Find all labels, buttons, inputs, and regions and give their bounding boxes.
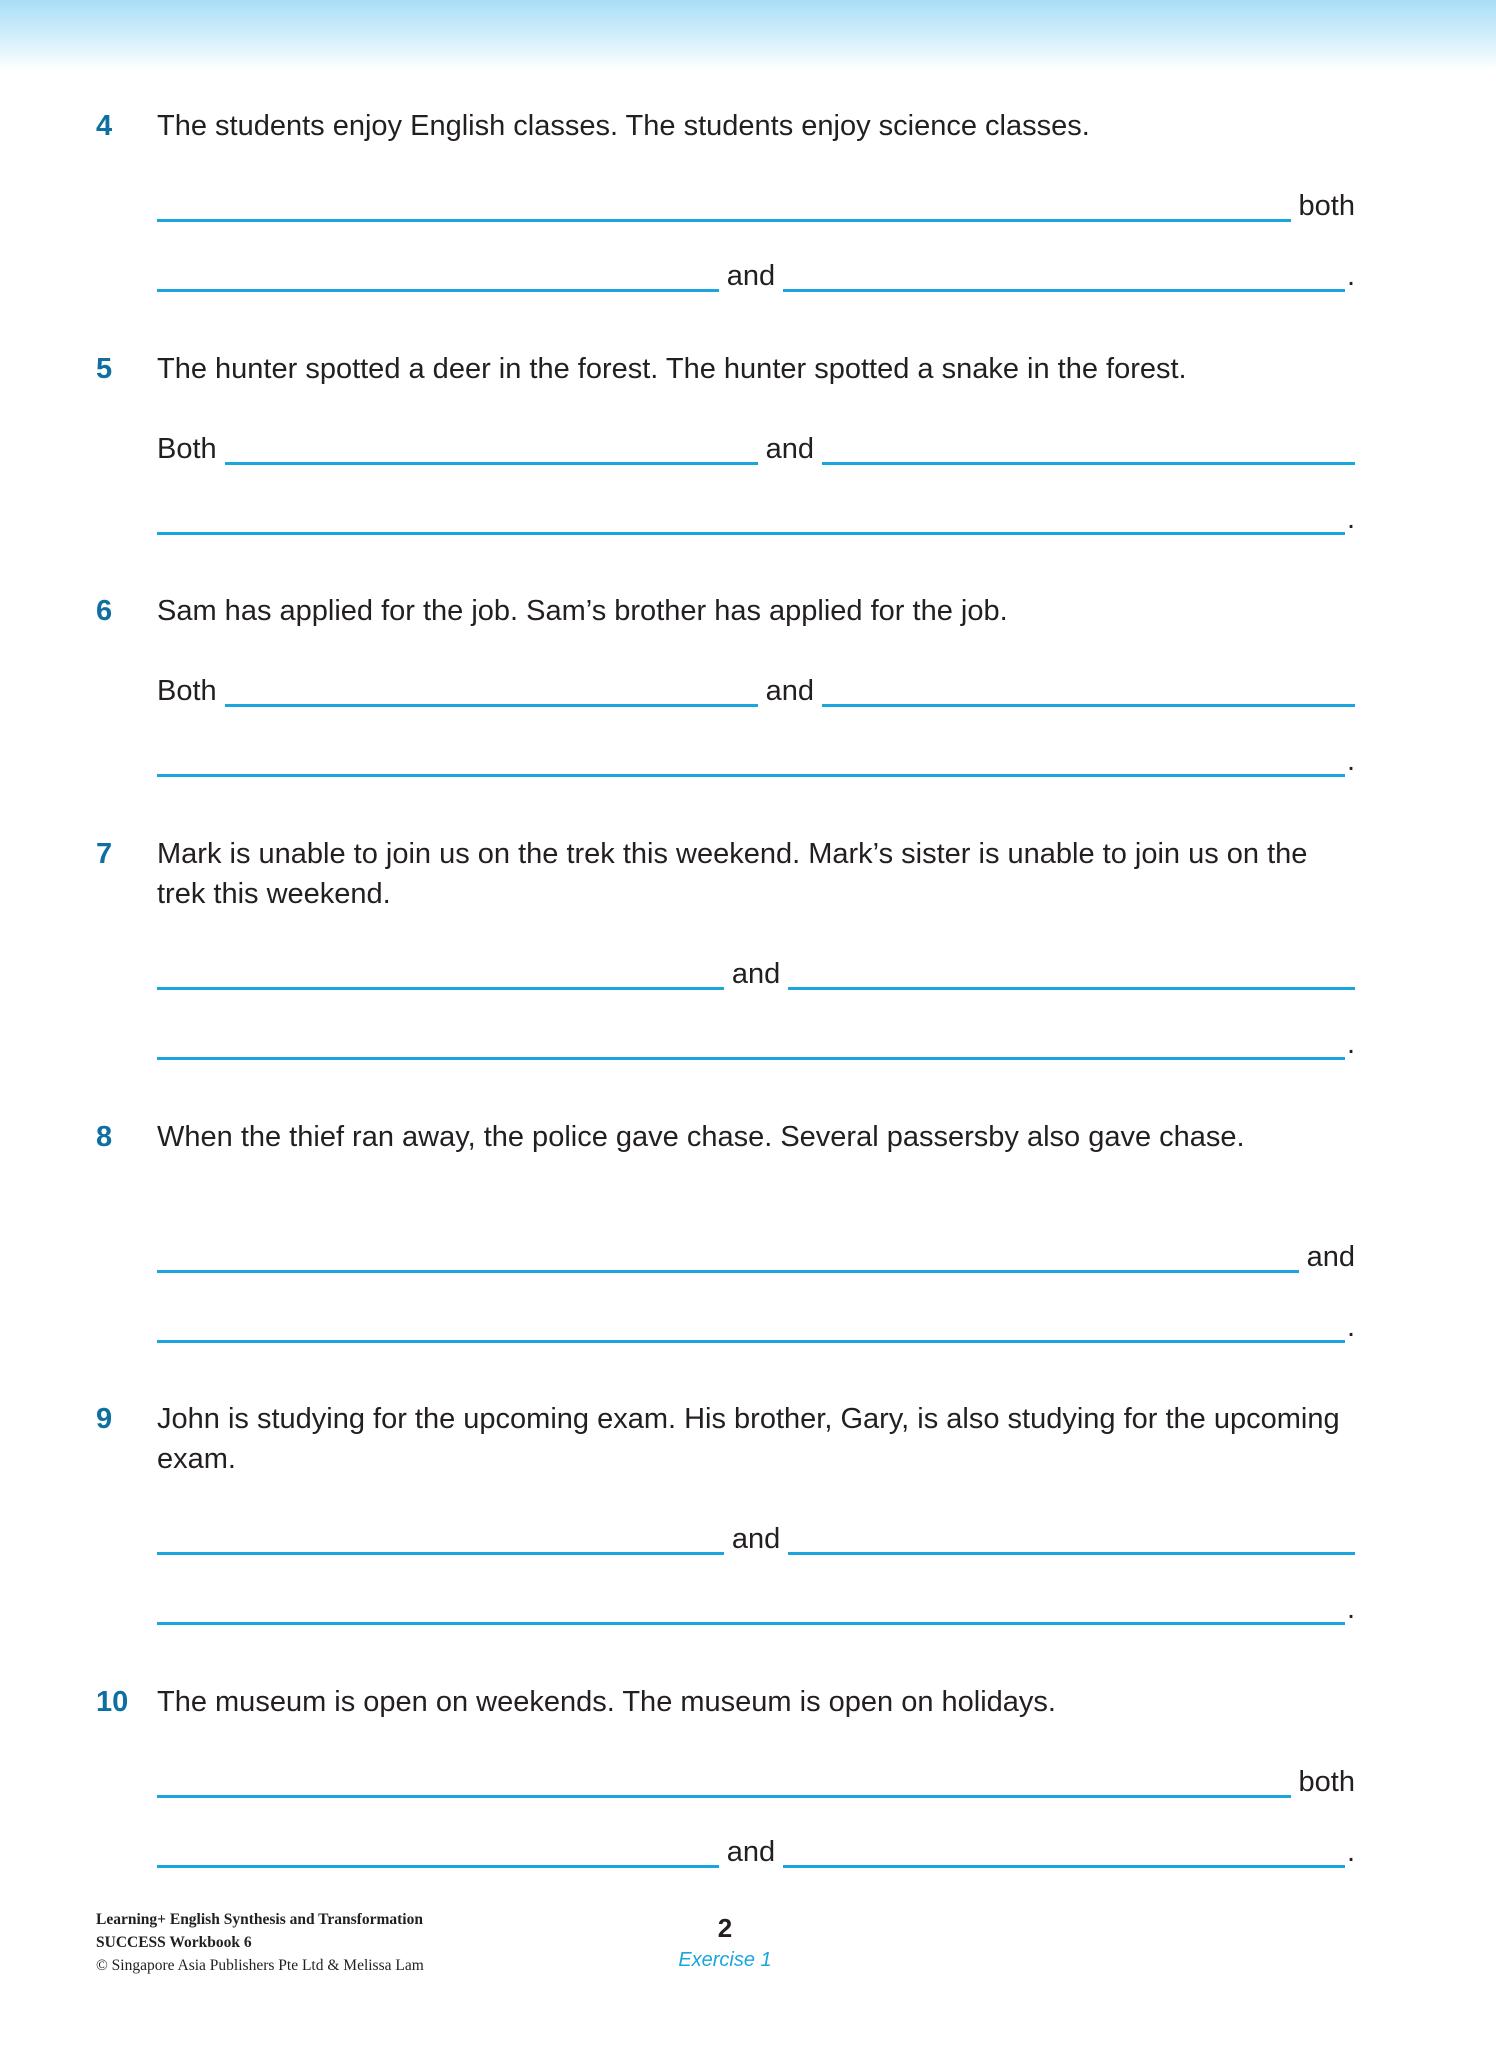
question-text: John is studying for the upcoming exam. His brother, Gary, is also studying for the upcoming exam. [157,1403,1340,1475]
question-number: 4 [96,110,113,142]
question-text: Sam has applied for the job. Sam’s brother has applied for the job. [157,595,1008,627]
question-number: 8 [96,1121,113,1153]
question-number: 10 [96,1686,129,1718]
answer-blank[interactable] [157,1340,1345,1343]
answer-blank[interactable] [783,289,1345,292]
full-stop: . [1346,1593,1355,1625]
question-number: 5 [96,353,113,385]
connector-word: and [1306,1241,1355,1273]
answer-blank[interactable] [225,704,758,707]
answer-blank[interactable] [157,532,1345,535]
answer-row [157,1762,1355,1802]
connector-word: and [765,675,815,707]
connector-word: Both [157,675,217,707]
copyright: © Singapore Asia Publishers Pte Ltd & Melissa Lam [96,1957,424,1974]
connector-word: both [1298,190,1355,222]
answer-row [157,954,1355,994]
answer-row [157,1307,1355,1347]
answer-blank[interactable] [157,1552,724,1555]
question-text: The students enjoy English classes. The students enjoy science classes. [157,110,1090,142]
question-number: 9 [96,1403,113,1435]
answer-blank[interactable] [788,987,1355,990]
answer-row [157,429,1355,469]
question-text: The museum is open on weekends. The museum is open on holidays. [157,1686,1056,1718]
full-stop: . [1346,1028,1355,1060]
page-number: 2 [717,1913,733,1943]
answer-blank[interactable] [157,987,724,990]
answer-blank[interactable] [157,1795,1291,1798]
book-title: Learning+ English Synthesis and Transformation [96,1911,423,1928]
answer-blank[interactable] [157,1057,1345,1060]
answer-blank[interactable] [783,1865,1345,1868]
connector-word: and [726,260,776,292]
answer-row [157,1832,1355,1872]
answer-row [157,1024,1355,1064]
question-text: The hunter spotted a deer in the forest. The hunter spotted a snake in the forest. [157,353,1187,385]
header-band [0,0,1496,70]
connector-word: and [765,433,815,465]
answer-blank[interactable] [157,289,719,292]
answer-row [157,1237,1355,1277]
answer-blank[interactable] [157,1865,719,1868]
question-text: Mark is unable to join us on the trek this weekend. Mark’s sister is unable to join us on the trek this weekend. [157,838,1308,910]
series-name: SUCCESS Workbook 6 [96,1934,252,1951]
full-stop: . [1346,1836,1356,1868]
answer-row [157,1589,1355,1629]
answer-blank[interactable] [788,1552,1355,1555]
answer-blank[interactable] [225,462,758,465]
full-stop: . [1346,503,1355,535]
answer-blank[interactable] [157,774,1345,777]
answer-blank[interactable] [822,704,1355,707]
answer-row [157,1519,1355,1559]
answer-row [157,499,1355,539]
connector-word: and [731,1523,781,1555]
question-number: 6 [96,595,113,627]
connector-word: Both [157,433,217,465]
answer-row [157,671,1355,711]
answer-row [157,186,1355,226]
answer-blank[interactable] [822,462,1355,465]
exercise-label: Exercise 1 [678,1949,772,1971]
footer-credits [96,1908,424,1977]
question-text: When the thief ran away, the police gave chase. Several passersby also gave chase. [157,1121,1245,1153]
connector-word: and [731,958,781,990]
question-number: 7 [96,838,113,870]
answer-row [157,256,1355,296]
answer-blank[interactable] [157,1622,1345,1625]
answer-blank[interactable] [157,1270,1299,1273]
full-stop: . [1346,1311,1355,1343]
answer-row [157,741,1355,781]
full-stop: . [1346,745,1355,777]
connector-word: and [726,1836,776,1868]
connector-word: both [1298,1766,1355,1798]
answer-blank[interactable] [157,219,1291,222]
full-stop: . [1346,260,1356,292]
